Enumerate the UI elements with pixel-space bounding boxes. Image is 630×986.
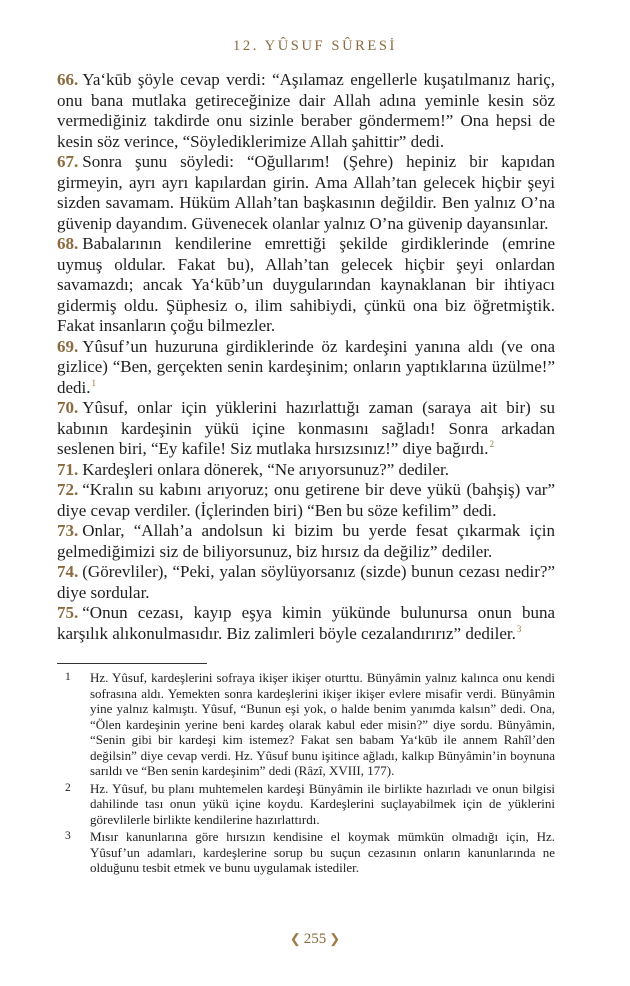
footnote-text: Hz. Yûsuf, kardeşlerini sofraya ikişer ikişer oturttu. Bünyâmin yalnız kalınca onu kendi sofrasına aldı. Yemekten sonra kardeşlerini ikişer ikişer evlere misafir verdi. Bünyâmin yine yalnız kalmıştı. Yûsuf, “Bunun eşi yok, o halde benim yanımda kalsın” dedi. Ona, “Ölen kardeşinin yerine beni kardeş olarak kabul eder misin?” diye sordu. Bünyâmin, “Senin gibi bir kardeşi kim istemez? Fakat sen babam Ya‘kūb ile annem Rahîl’den değilsin” diye cevap verdi. Hz. Yûsuf bunu işitince ağladı, kalkıp Bünyâmin’in boynuna sarıldı ve “Ben senin kardeşinim” dedi (Râzî, XVIII, 177).	[90, 670, 555, 778]
verse-number: 74.	[57, 562, 79, 581]
footnote	[57, 670, 555, 779]
verse	[57, 562, 555, 603]
footnote-divider	[57, 663, 207, 664]
verse-number: 75.	[57, 603, 79, 622]
verse-number: 66.	[57, 70, 79, 89]
verse-number: 67.	[57, 152, 79, 171]
footnote-text: Mısır kanunlarına göre hırsızın kendisine el koymak mümkün olmadığı için, Hz. Yûsuf’un adamları, kardeşlerine sorup bu suçun cezasının onların kanunlarında ne olduğunu tesbit etmek ve bunu uygulamak istediler.	[90, 829, 555, 875]
verse-number: 69.	[57, 336, 79, 356]
page-number: 255	[303, 931, 327, 947]
footnote	[57, 781, 555, 828]
verse-text: Onlar, “Allah’a andolsun ki bizim bu yerde fesat çıkarmak için gelmediğimizi siz de biliyorsunuz, biz hırsız da değiliz” dediler.	[57, 521, 555, 561]
verse	[57, 70, 555, 152]
verse	[57, 480, 555, 521]
verse-text: Babalarının kendilerine emrettiği şekilde girdiklerinde (emrine uymuş oldular. Fakat bu), Allah’tan gelecek hiçbir şeyi onlardan savamazdı; ancak Ya‘kūb’un duygularından kaynaklanan bir ihtiyacı gidermiş oldu. Şüphesiz o, ilim sahibiydi, çünkü ona biz öğretmiştik. Fakat insanların çoğu bilmezler.	[57, 234, 555, 335]
verse	[57, 603, 555, 644]
page-footer	[0, 931, 630, 948]
verse-list	[57, 70, 555, 644]
verse	[57, 234, 555, 337]
footnote-number: 1	[65, 671, 71, 683]
verse-text: Yûsuf, onlar için yüklerini hazırlattığı zaman (saraya ait bir) su kabının kardeşinin yükü içine konmasını sağladı! Sonra arkadan seslenen biri, “Ey kafile! Siz mutlaka hırsızsınız!” diye bağırdı.	[57, 398, 555, 458]
footnote-ref[interactable]: 1	[91, 377, 97, 388]
verse	[57, 460, 555, 481]
verse-text: Sonra şunu söyledi: “Oğullarım! (Şehre) hepiniz bir kapıdan girmeyin, ayrı ayrı kapılardan girin. Ama Allah’tan gelecek hiçbir şeyi sizden savamam. Hüküm Allah’tan başkasının değildir. Ben yalnız O’na güvenip dayandım. Güvenecek olanlar yalnız O’na güvenip dayansınlar.	[57, 152, 555, 233]
footnote	[57, 829, 555, 876]
verse-number: 71.	[57, 459, 79, 479]
verse-number: 73.	[57, 521, 79, 540]
verse	[57, 152, 555, 234]
verse-number: 70.	[57, 398, 79, 417]
footnote-number: 3	[65, 830, 71, 842]
verse-text: (Görevliler), “Peki, yalan söylüyorsanız (sizde) bunun cezası nedir?” diye sordular.	[57, 562, 555, 602]
verse-text: “Kralın su kabını arıyoruz; onu getirene bir deve yükü (bahşiş) var” diye cevap verdiler. (İçlerinden biri) “Ben bu söze kefilim” dedi.	[57, 480, 555, 520]
footnote-ref[interactable]: 3	[516, 623, 522, 634]
verse-number: 72.	[57, 480, 79, 499]
footnote-ref[interactable]: 2	[489, 439, 494, 450]
ornament-right-icon: ❯	[329, 931, 341, 946]
footnote-list	[57, 670, 555, 878]
verse-text: Kardeşleri onlara dönerek, “Ne arıyorsunuz?” dediler.	[82, 459, 449, 479]
verse-text: Ya‘kūb şöyle cevap verdi: “Aşılamaz engellerle kuşatılmanız hariç, onu bana mutlaka getireceğinize dair Allah adına yeminle kesin söz vermediğiniz takdirde onu sizinle beraber göndermem!” Ona hepsi de kesin söz verince, “Söylediklerimize Allah şahittir” dedi.	[57, 70, 555, 151]
verse-text: “Onun cezası, kayıp eşya kimin yükünde bulunursa onun buna karşılık alıkonulmasıdır. Biz zalimleri böyle cezalandırırız” dediler.	[57, 603, 555, 643]
verse	[57, 337, 555, 399]
verse	[57, 398, 555, 460]
footnote-number: 2	[65, 781, 71, 794]
verse-number: 68.	[57, 234, 79, 253]
ornament-left-icon: ❮	[289, 931, 301, 946]
verse-text: Yûsuf’un huzuruna girdiklerinde öz kardeşini yanına aldı (ve ona gizlice) “Ben, gerçekten senin kardeşinim; onların yaptıklarına üzülme!” dedi.	[57, 336, 555, 397]
verse	[57, 521, 555, 562]
footnote-text: Hz. Yûsuf, bu planı muhtemelen kardeşi Bünyâmin ile birlikte hazırladı ve onun bilgisi dahilinde tası onun yükü içine koydu. Kardeşlerini suçlayabilmek için de yüklerini görevlilerle birlikte kendilerine hazırlattırdı.	[90, 780, 555, 827]
page-header: 12. YÛSUF SÛRESİ	[233, 38, 397, 54]
